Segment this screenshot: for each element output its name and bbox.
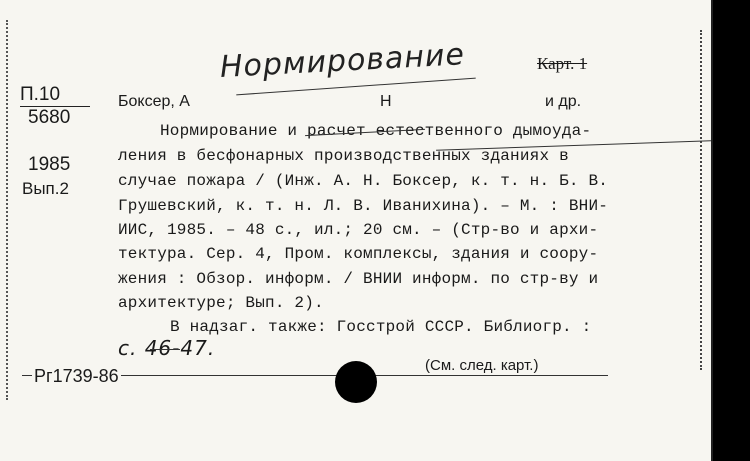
- body-line: ления в бесфонарных производственных зданиях в: [118, 147, 569, 165]
- body-line: В надзаг. также: Госстрой СССР. Библиогр. :: [170, 318, 592, 336]
- see-next-card: (См. след. карт.): [425, 357, 539, 374]
- author: Боксер, А: [118, 93, 190, 110]
- right-dotted-edge: [700, 30, 706, 370]
- handwritten-pages: с. 46-47.: [118, 336, 216, 360]
- body-line: ИИС, 1985. – 48 с., ил.; 20 см. – (Стр-во и архи-: [118, 221, 599, 239]
- issue: Вып.2: [22, 179, 69, 198]
- body-line: жения : Обзор. информ. / ВНИИ информ. по стр-ву и: [118, 270, 599, 288]
- body-line: тектура. Сер. 4, Пром. комплексы, здания и соору-: [118, 245, 599, 263]
- title-underline: [436, 140, 711, 151]
- body-line: Нормирование и расчет естественного дымоуда-: [160, 122, 592, 140]
- left-dotted-edge: [6, 20, 10, 400]
- body-line: Грушевский, к. т. н. Л. В. Иванихина). – М. : ВНИ-: [118, 197, 609, 215]
- card-code: Рг1739-86: [34, 366, 119, 386]
- punch-hole: [335, 361, 377, 403]
- body-line: случае пожара / (Инж. А. Н. Боксер, к. т. н. Б. В.: [118, 172, 609, 190]
- body-line: архитектуре; Вып. 2).: [118, 294, 324, 312]
- card-number: Карт. 1: [537, 54, 588, 73]
- see-next-underline: [425, 375, 608, 376]
- author-initial: Н: [380, 93, 392, 110]
- author-etal: и др.: [545, 93, 582, 110]
- year: 1985: [28, 154, 71, 175]
- handwritten-heading: Нормирование: [219, 37, 466, 85]
- pages-strikethrough: [150, 349, 180, 350]
- shelf-mark-bottom: 5680: [28, 107, 71, 128]
- shelf-mark-top: П.10: [20, 84, 61, 105]
